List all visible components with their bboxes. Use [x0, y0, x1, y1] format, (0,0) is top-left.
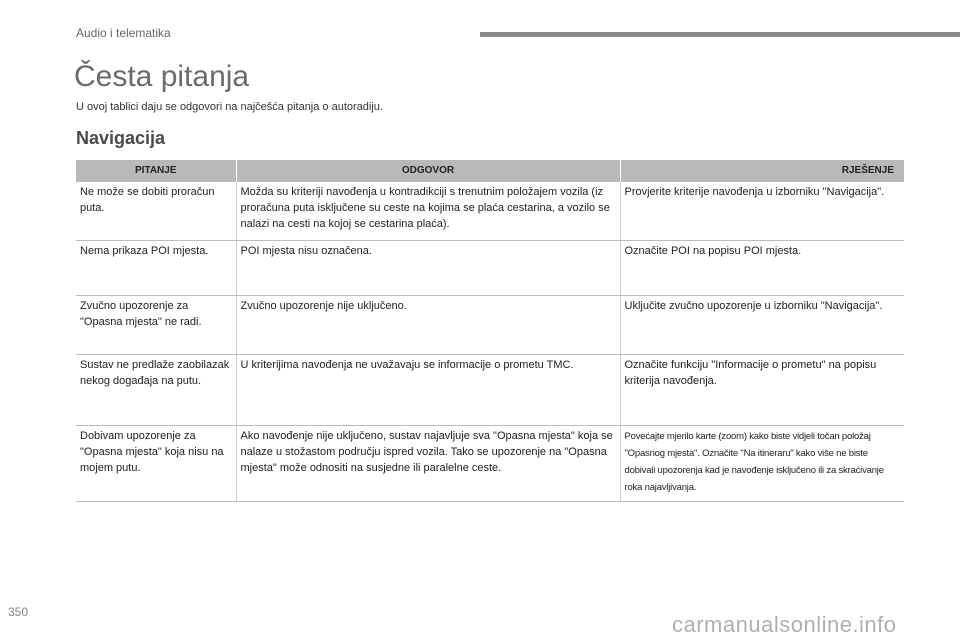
- solution-cell: Povećajte mjerilo karte (zoom) kako biste vidjeli točan položaj "Opasnog mjesta". Označite "Na itineraru" kako više ne biste dobivali upozorenja kad je navođenje isključeno ili za skraćivanje roka najavljivanja.: [620, 426, 904, 502]
- header-bar: [480, 32, 960, 37]
- faq-table: [76, 160, 904, 502]
- answer-cell: POI mjesta nisu označena.: [236, 241, 620, 296]
- table-row: [76, 182, 904, 241]
- column-header-solution: RJEŠENJE: [620, 160, 904, 182]
- solution-cell: Provjerite kriterije navođenja u izborniku "Navigacija".: [620, 182, 904, 241]
- section-header: Audio i telematika: [76, 26, 171, 40]
- answer-cell: Zvučno upozorenje nije uključeno.: [236, 296, 620, 355]
- solution-cell: Uključite zvučno upozorenje u izborniku "Navigacija".: [620, 296, 904, 355]
- question-cell: Sustav ne predlaže zaobilazak nekog događaja na putu.: [76, 355, 236, 426]
- page-number: 350: [8, 605, 29, 619]
- question-cell: Nema prikaza POI mjesta.: [76, 241, 236, 296]
- question-cell: Dobivam upozorenje za "Opasna mjesta" koja nisu na mojem putu.: [76, 426, 236, 502]
- column-header-question: PITANJE: [76, 160, 236, 182]
- table-row: [76, 241, 904, 296]
- page-title: Česta pitanja: [74, 60, 250, 93]
- table-row: [76, 426, 904, 502]
- table-header-row: [76, 160, 904, 182]
- intro-text: U ovoj tablici daju se odgovori na najčešća pitanja o autoradiju.: [76, 101, 383, 113]
- column-header-answer: ODGOVOR: [236, 160, 620, 182]
- question-cell: Zvučno upozorenje za "Opasna mjesta" ne radi.: [76, 296, 236, 355]
- solution-cell: Označite funkciju "Informacije o prometu" na popisu kriterija navođenja.: [620, 355, 904, 426]
- solution-cell: Označite POI na popisu POI mjesta.: [620, 241, 904, 296]
- table-row: [76, 296, 904, 355]
- question-cell: Ne može se dobiti proračun puta.: [76, 182, 236, 241]
- answer-cell: Ako navođenje nije uključeno, sustav najavljuje sva "Opasna mjesta" koja se nalaze u stožastom području ispred vozila. Tako se upozorenje na "Opasna mjesta" može odnositi na susjedne ili paralelne ceste.: [236, 426, 620, 502]
- answer-cell: Možda su kriteriji navođenja u kontradikciji s trenutnim položajem vozila (iz proračuna puta isključene su ceste na kojima se plaća cestarina, a vozilo se nalazi na cesti na kojoj se cestarina plaća).: [236, 182, 620, 241]
- answer-cell: U kriterijima navođenja ne uvažavaju se informacije o prometu TMC.: [236, 355, 620, 426]
- section-title: Navigacija: [76, 128, 166, 148]
- table-row: [76, 355, 904, 426]
- watermark: carmanualsonline.info: [672, 612, 897, 637]
